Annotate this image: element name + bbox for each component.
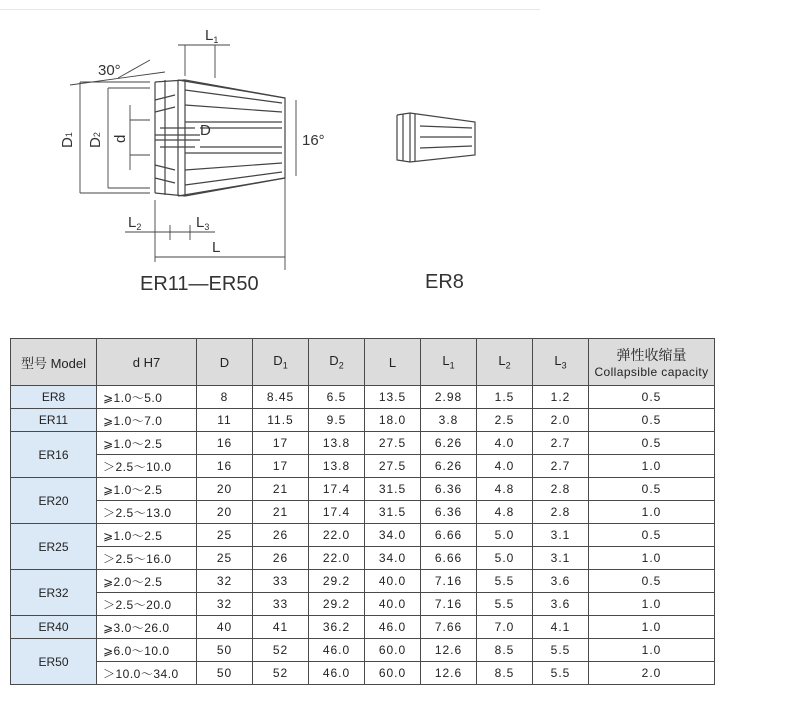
table-row	[11, 501, 715, 524]
cap-cell: 1.0	[589, 501, 715, 524]
d-cell: 50	[197, 662, 253, 685]
header-dh7: d H7	[97, 339, 197, 386]
d2-cell: 9.5	[309, 409, 365, 432]
model-cell: ER11	[11, 409, 97, 432]
header-collapsible-capacity: 弹性收缩量 Collapsible capacity	[589, 339, 715, 386]
l3-cell: 2.8	[533, 501, 589, 524]
d1-cell: 17	[253, 432, 309, 455]
l-cell: 31.5	[365, 501, 421, 524]
cap-cell: 1.0	[589, 616, 715, 639]
dh7-cell: ＞10.0～34.0	[97, 662, 197, 685]
l3-cell: 2.8	[533, 478, 589, 501]
table-row	[11, 639, 715, 662]
l3-cell: 4.1	[533, 616, 589, 639]
angle-16-label: 16°	[302, 132, 325, 149]
caption-er11-er50: ER11—ER50	[140, 273, 259, 295]
l-label: L	[212, 239, 221, 256]
cap-cell: 0.5	[589, 409, 715, 432]
l-cell: 60.0	[365, 662, 421, 685]
d1-cell: 17	[253, 455, 309, 478]
d2-cell: 17.4	[309, 478, 365, 501]
collet-er8-outline	[397, 113, 475, 162]
collet-large-outline	[155, 80, 285, 196]
cap-cell: 0.5	[589, 478, 715, 501]
l2-cell: 5.5	[477, 570, 533, 593]
d2-label: D2	[87, 132, 104, 148]
table-row	[11, 524, 715, 547]
dh7-cell: ⩾1.0～2.5	[97, 524, 197, 547]
d-cell: 50	[197, 639, 253, 662]
model-cell: ER20	[11, 478, 97, 524]
l2-cell: 4.0	[477, 432, 533, 455]
dh7-cell: ⩾6.0～10.0	[97, 639, 197, 662]
header-l3: $L_3$	[533, 339, 589, 386]
d-cell: 20	[197, 478, 253, 501]
inner-d-label: D	[200, 122, 211, 139]
dh7-cell: ⩾1.0～5.0	[97, 386, 197, 409]
d1-cell: 26	[253, 547, 309, 570]
d1-label: D1	[59, 132, 76, 148]
l1-cell: 7.16	[421, 570, 477, 593]
d2-cell: 29.2	[309, 593, 365, 616]
dh7-cell: ⩾1.0～2.5	[97, 478, 197, 501]
d-cell: 8	[197, 386, 253, 409]
l3-cell: 2.7	[533, 455, 589, 478]
d-cell: 20	[197, 501, 253, 524]
cap-cell: 1.0	[589, 547, 715, 570]
d2-cell: 13.8	[309, 455, 365, 478]
table-row	[11, 478, 715, 501]
d1-cell: 26	[253, 524, 309, 547]
d-cell: 11	[197, 409, 253, 432]
l2-cell: 5.0	[477, 547, 533, 570]
l2-cell: 1.5	[477, 386, 533, 409]
l3-cell: 5.5	[533, 662, 589, 685]
table-row	[11, 409, 715, 432]
l1-label: $L_1$	[205, 27, 219, 45]
l2-cell: 4.8	[477, 478, 533, 501]
cap-cell: 1.0	[589, 455, 715, 478]
l-cell: 34.0	[365, 524, 421, 547]
header-l: L	[365, 339, 421, 386]
l2-cell: 2.5	[477, 409, 533, 432]
cap-cell: 0.5	[589, 386, 715, 409]
model-cell: ER50	[11, 639, 97, 685]
l1-cell: 6.66	[421, 524, 477, 547]
dh7-cell: ⩾3.0～26.0	[97, 616, 197, 639]
l1-cell: 6.66	[421, 547, 477, 570]
l3-cell: 3.6	[533, 570, 589, 593]
caption-er8: ER8	[425, 271, 464, 293]
table-row	[11, 662, 715, 685]
d-cell: 32	[197, 570, 253, 593]
l1-cell: 6.26	[421, 455, 477, 478]
table-row	[11, 432, 715, 455]
l1-cell: 7.16	[421, 593, 477, 616]
d1-cell: 41	[253, 616, 309, 639]
table-row	[11, 547, 715, 570]
l2-cell: 5.5	[477, 593, 533, 616]
d1-cell: 33	[253, 570, 309, 593]
dh7-cell: ⩾1.0～2.5	[97, 432, 197, 455]
l3-cell: 2.0	[533, 409, 589, 432]
d2-cell: 22.0	[309, 524, 365, 547]
l-cell: 27.5	[365, 455, 421, 478]
model-cell: ER32	[11, 570, 97, 616]
model-cell: ER8	[11, 386, 97, 409]
l2-cell: 4.8	[477, 501, 533, 524]
l1-cell: 3.8	[421, 409, 477, 432]
d-label: d	[112, 134, 129, 143]
table-body	[11, 386, 715, 685]
l3-cell: 5.5	[533, 639, 589, 662]
table-row	[11, 455, 715, 478]
cap-cell: 1.0	[589, 639, 715, 662]
cap-cell: 0.5	[589, 570, 715, 593]
d1-cell: 21	[253, 478, 309, 501]
d1-cell: 33	[253, 593, 309, 616]
l1-cell: 6.36	[421, 478, 477, 501]
l-cell: 40.0	[365, 570, 421, 593]
header-l2: $L_2$	[477, 339, 533, 386]
model-cell: ER40	[11, 616, 97, 639]
d2-cell: 36.2	[309, 616, 365, 639]
table-header-row	[11, 339, 715, 386]
l1-cell: 2.98	[421, 386, 477, 409]
l1-cell: 12.6	[421, 639, 477, 662]
l-cell: 27.5	[365, 432, 421, 455]
d-cell: 25	[197, 524, 253, 547]
table-row	[11, 570, 715, 593]
d2-cell: 46.0	[309, 662, 365, 685]
l1-cell: 6.36	[421, 501, 477, 524]
d2-cell: 6.5	[309, 386, 365, 409]
d-cell: 16	[197, 432, 253, 455]
header-d: D	[197, 339, 253, 386]
d-cell: 25	[197, 547, 253, 570]
cap-cell: 0.5	[589, 524, 715, 547]
d-cell: 16	[197, 455, 253, 478]
l2-cell: 4.0	[477, 455, 533, 478]
model-cell: ER16	[11, 432, 97, 478]
dh7-cell: ＞2.5～16.0	[97, 547, 197, 570]
l2-cell: 5.0	[477, 524, 533, 547]
l-cell: 40.0	[365, 593, 421, 616]
table-row	[11, 593, 715, 616]
l-cell: 46.0	[365, 616, 421, 639]
l1-cell: 6.26	[421, 432, 477, 455]
l2-label: $L_2$	[128, 214, 142, 232]
l-cell: 13.5	[365, 386, 421, 409]
header-d2: $D_2$	[309, 339, 365, 386]
d2-cell: 29.2	[309, 570, 365, 593]
cap-cell: 0.5	[589, 432, 715, 455]
d2-cell: 17.4	[309, 501, 365, 524]
l3-cell: 2.7	[533, 432, 589, 455]
l1-cell: 7.66	[421, 616, 477, 639]
header-l1: $L_1$	[421, 339, 477, 386]
d1-cell: 8.45	[253, 386, 309, 409]
l-cell: 60.0	[365, 639, 421, 662]
table-row	[11, 386, 715, 409]
collet-technical-drawing	[0, 0, 790, 330]
angle-30-label: 30°	[98, 62, 121, 79]
d2-cell: 13.8	[309, 432, 365, 455]
d2-cell: 46.0	[309, 639, 365, 662]
d2-cell: 22.0	[309, 547, 365, 570]
l-cell: 31.5	[365, 478, 421, 501]
l-cell: 18.0	[365, 409, 421, 432]
model-cell: ER25	[11, 524, 97, 570]
l-cell: 34.0	[365, 547, 421, 570]
table-row	[11, 616, 715, 639]
d1-cell: 21	[253, 501, 309, 524]
dh7-cell: ＞2.5～13.0	[97, 501, 197, 524]
d-cell: 32	[197, 593, 253, 616]
d-cell: 40	[197, 616, 253, 639]
dh7-cell: ＞2.5～20.0	[97, 593, 197, 616]
l1-cell: 12.6	[421, 662, 477, 685]
l3-label: $L_3$	[196, 214, 210, 232]
d1-cell: 52	[253, 639, 309, 662]
l2-cell: 8.5	[477, 662, 533, 685]
l3-cell: 3.1	[533, 524, 589, 547]
dh7-cell: ⩾1.0～7.0	[97, 409, 197, 432]
l2-cell: 8.5	[477, 639, 533, 662]
l2-cell: 7.0	[477, 616, 533, 639]
l3-cell: 1.2	[533, 386, 589, 409]
dh7-cell: ＞2.5～10.0	[97, 455, 197, 478]
d1-cell: 11.5	[253, 409, 309, 432]
header-model: 型号 Model	[11, 339, 97, 386]
dh7-cell: ⩾2.0～2.5	[97, 570, 197, 593]
header-d1: $D_1$	[253, 339, 309, 386]
l3-cell: 3.6	[533, 593, 589, 616]
l3-cell: 3.1	[533, 547, 589, 570]
cap-cell: 1.0	[589, 593, 715, 616]
collet-spec-table	[10, 338, 715, 685]
cap-cell: 2.0	[589, 662, 715, 685]
d1-cell: 52	[253, 662, 309, 685]
